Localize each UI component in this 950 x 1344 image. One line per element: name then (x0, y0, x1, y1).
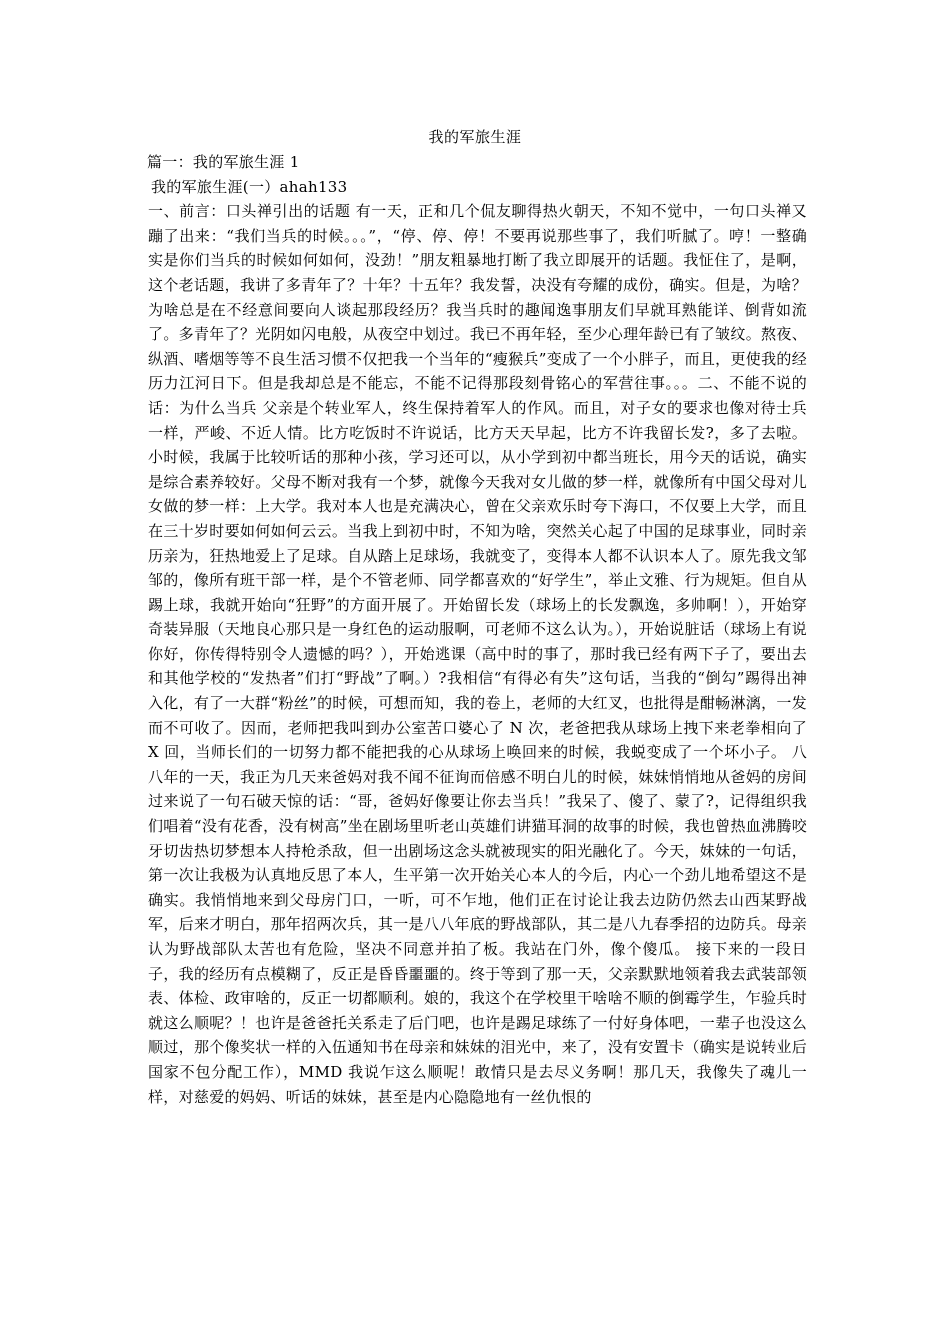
sub-heading: 我的军旅生涯(一）ahah133 (151, 177, 348, 196)
body-paragraph: 一、前言：口头禅引出的话题 有一天，正和几个侃友聊得热火朝天，不知不觉中，一句口头禅又蹦了出来：“我们当兵的时候。。。”，“停、停、停！不要再说那些事了，我们听腻了。哼！一整确实是你们当兵的时候如何如何，没劲！”朋友粗暴地打断了我立即展开的话题。我怔住了，是啊，这个老话题，我讲了多青年了？十年？十五年？我发誓，决没有夸耀的成份，确实。但是，为啥？为啥总是在不经意间要向人谈起那段经历？我当兵时的趣闻逸事朋友们早就耳熟能详、倒背如流了。多青年了？光阴如闪电般，从夜空中划过。我已不再年轻，至少心理年龄已有了皱纹。熬夜、纵酒、嗜烟等等不良生活习惯不仅把我一个当年的“瘦猴兵”变成了一个小胖子，而且，更使我的经历力江河日下。但是我却总是不能忘，不能不记得那段刻骨铭心的军营往事。。。二、不能不说的话：为什么当兵 父亲是个转业军人，终生保持着军人的作风。而且，对子女的要求也像对待士兵一样，严峻、不近人情。比方吃饭时不许说话，比方天天早起，比方不许我留长发?，多了去啦。小时候，我属于比较听话的那种小孩，学习还可以，从小学到初中都当班长，用今天的话说，确实是综合素养较好。父母不断对我有一个梦，就像今天我对女儿做的梦一样，就像所有中国父母对儿女做的梦一样：上大学。我对本人也是充满决心，曾在父亲欢乐时夸下海口，不仅要上大学，而且在三十岁时要如何如何云云。当我上到初中时，不知为啥，突然关心起了中国的足球事业，同时亲历亲为，狂热地爱上了足球。自从踏上足球场，我就变了，变得本人都不认识本人了。原先我文邹邹的，像所有班干部一样，是个不管老师、同学都喜欢的“好学生”，举止文雅、行为规矩。但自从踢上球，我就开始向“狂野”的方面开展了。开始留长发（球场上的长发飘逸，多帅啊！），开始穿奇装异服（天地良心那只是一身红色的运动服啊，可老师不这么认为。），开始说脏话（球场上有说你好，你传得特别令人遗憾的吗？），开始逃课（高中时的事了，那时我已经有两下子了，要出去和其他学校的“发热者”们打“野战”了啊。）?我相信“有得必有失”这句话，当我的“倒勾”踢得出神入化，有了一大群“粉丝”的时候，可想而知，我的卷上，老师的大红叉，也批得是酣畅淋漓，一发而不可收了。因而，老师把我叫到办公室苦口婆心了 N 次，老爸把我从球场上拽下来老拳相向了 X 回，当师长们的一切努力都不能把我的心从球场上唤回来的时候，我蜕变成了一个坏小子。 八八年的一天，我正为几天来爸妈对我不闻不征询而倍感不明白儿的时候，妹妹悄悄地从爸妈的房间过来说了一句石破天惊的话：“哥，爸妈好像要让你去当兵！”我呆了、傻了、蒙了?，记得组织我们唱着“没有花香，没有树高”坐在剧场里听老山英雄们讲猫耳洞的故事的时候，我也曾热血沸腾咬牙切齿热切梦想本人持枪杀敌，但一出剧场这念头就被现实的阳光融化了。今天，妹妹的一句话，第一次让我极为认真地反思了本人，生平第一次开始关心本人的今后，内心一个劲儿地希望这不是确实。我悄悄地来到父母房门口，一听，可不乍地，他们正在讨论让我去边防仍然去山西某野战军，后来才明白，那年招两次兵，其一是八八年底的野战部队，其二是八九春季招的边防兵。母亲认为野战部队太苦也有危险，坚决不同意并拍了板。我站在门外，像个傻瓜。 接下来的一段日子，我的经历有点模糊了，反正是昏昏噩噩的。终于等到了那一天，父亲默默地领着我去武装部领表、体检、政审啥的，反正一切都顺利。娘的，我这个在学校里干啥啥不顺的倒霉学生，乍验兵时就这么顺呢？！也许是爸爸托关系走了后门吧，也许是踢足球练了一付好身体吧，一辈子也没这么顺过，那个像奖状一样的入伍通知书在母亲和妹妹的泪光中，来了，没有安置卡（确实是说转业后国家不包分配工作），MMD 我说乍这么顺呢！敢情只是去尽义务啊！那几天，我像失了魂儿一样，对慈爱的妈妈、听话的妹妹，甚至是内心隐隐地有一丝仇恨的 (148, 202, 807, 1106)
section-heading: 篇一：我的军旅生涯 1 (147, 153, 300, 171)
document-title: 我的军旅生涯 (428, 128, 522, 146)
document-content (145, 150, 807, 1109)
